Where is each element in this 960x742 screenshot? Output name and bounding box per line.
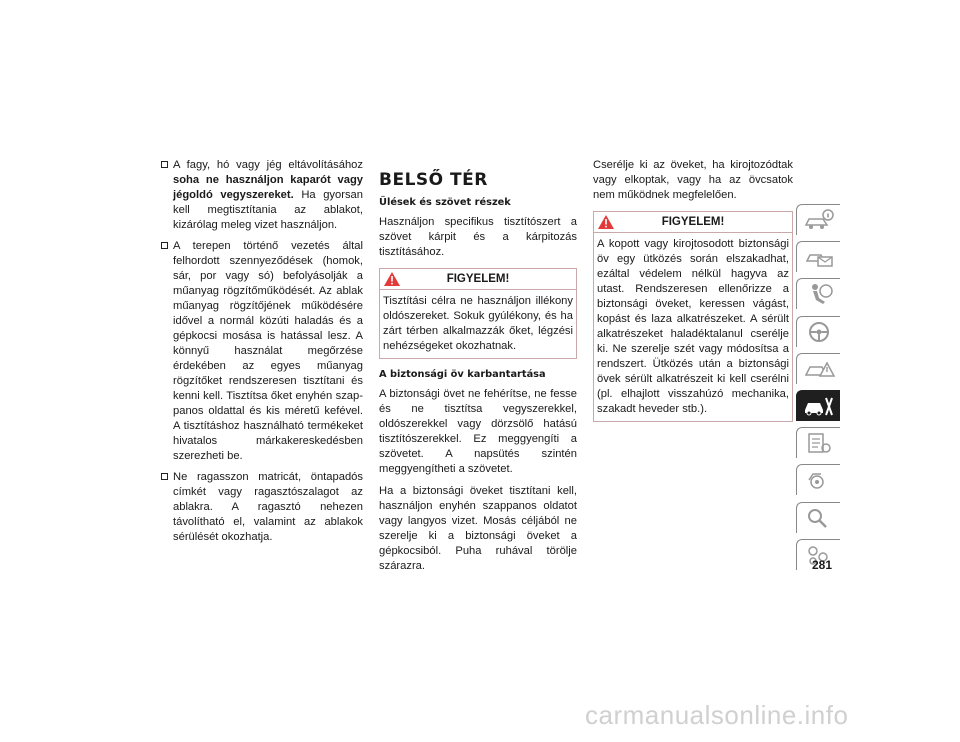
steering-wheel-icon xyxy=(803,320,835,344)
checkbox-bullet-icon xyxy=(161,242,168,249)
subsection-title-seats: Ülések és szövet részek xyxy=(379,197,511,208)
middle-column xyxy=(379,170,577,581)
search-icon xyxy=(803,506,835,530)
bullet-text: A terepen történő vezetés által felhordott szennyeződések (homok, sár, por vagy só) befolyásolják a műanyag rögzítőműködését. Az ablak műanyag rögzítőjének működésére idővel a normál közúti haladás és a gépkocsi mosása is hatással lesz. A könnyű használat megőrzése érdekében az egyes műanyag rögzítőket rendszeresen tisztítani és kenni kell. Tisztítsa őket enyhén szappanos oldattal és kis méretű kefével. A tisztításhoz használható termékeket hivatalos márkakereskedésben szerezheti be. xyxy=(173,240,363,462)
mail-icon xyxy=(803,245,835,269)
tab-nav[interactable] xyxy=(796,464,840,495)
tab-airbag[interactable] xyxy=(796,278,840,309)
paragraph: A biztonsági övet ne fehérítse, ne fesse és ne tisztítsa vegyszerekkel, oldószerekkel vagy dörzsölő hatású tisztítószerekkel. Ez meggyengíti a szövetet. A napsütés szintén meggyengítheti a szövetet. xyxy=(379,388,577,475)
paragraph: Használjon specifikus tisztítószert a szövet kárpit és a kárpitozás tisztításához. xyxy=(379,216,577,258)
section-title: BELSŐ TÉR xyxy=(379,170,488,190)
bullet-bold-text: soha ne használjon kaparót vagy jégoldó vegyszereket. xyxy=(173,174,363,201)
airbag-icon xyxy=(803,282,835,306)
checkbox-bullet-icon xyxy=(161,473,168,480)
warning-triangle-icon xyxy=(384,272,400,286)
tab-checklist[interactable] xyxy=(796,427,840,458)
tab-steering[interactable] xyxy=(796,316,840,347)
chapter-tabs xyxy=(796,204,840,576)
list-item xyxy=(161,158,363,233)
bullet-text: Ne ragasszon matricát, öntapadós címkét vagy ragasztószalagot az ablakra. A ragasztó nehezen távolítható el, valamint az ablakok sérülését okozhatja. xyxy=(173,471,363,543)
paragraph: Ha a biztonsági öveket tisztítani kell, használjon enyhén szappanos oldatot vagy langyos vizet. Mosás céljából ne szerelje ki a biztonsági öveket a gépkocsiból. Puha ruhával törölje szárazra. xyxy=(379,485,577,572)
warning-header xyxy=(380,269,576,290)
car-service-icon xyxy=(803,394,835,418)
warning-box xyxy=(379,268,577,359)
tab-search[interactable] xyxy=(796,502,840,533)
list-item xyxy=(161,470,363,545)
tab-mail[interactable] xyxy=(796,241,840,272)
watermark: carmanualsonline.info xyxy=(585,700,849,730)
nav-icon xyxy=(803,468,835,492)
bullet-text: A fagy, hó vagy jég eltávolításához xyxy=(173,159,363,171)
warning-header xyxy=(594,212,792,233)
warning-triangle-icon xyxy=(598,215,614,229)
subsection-title-seatbelt: A biztonsági öv karbantartása xyxy=(379,369,546,380)
checklist-icon xyxy=(803,431,835,455)
warning-text: Tisztítási célra ne használjon illékony oldószereket. Sokuk gyúlékony, és ha zárt térben alkalmazzák őket, légzési nehézségeket okozhatnak. xyxy=(383,295,573,352)
warning-text: A kopott vagy kirojtosodott biztonsági öv egy ütközés során elszakadhat, ezáltal védelem nélkül hagyva az utast. Rendszeresen ellenőrizze a biztonsági öveket, keressen vágást, kopást és laza alkatrészeket. A sérült alkatrészeket haladéktalanul cserélje ki. Ne szerelje szét vagy módosítsa a rendszert. Ütközés után a biztonsági övek sérült alkatrészeit ki kell cserélni (pl. elhajlott visszahúzó mechanika, szakadt heveder stb.). xyxy=(597,238,789,415)
bullet-text-end: Ha gyorsan kell megtisztítania az ablakot, kizárólag meleg vizet használjon. xyxy=(173,189,363,231)
list-item xyxy=(161,239,363,464)
tab-car-info[interactable] xyxy=(796,204,840,235)
warning-box xyxy=(593,211,793,422)
warning-title: FIGYELEM! xyxy=(446,273,510,285)
page-number: 281 xyxy=(811,558,832,572)
tab-warning-car[interactable] xyxy=(796,353,840,384)
right-column xyxy=(593,158,793,431)
warning-car-icon xyxy=(803,357,835,381)
left-column xyxy=(161,158,363,551)
checkbox-bullet-icon xyxy=(161,161,168,168)
tab-car-service[interactable] xyxy=(796,390,840,421)
warning-title: FIGYELEM! xyxy=(661,216,725,228)
car-info-icon xyxy=(803,208,835,232)
paragraph: Cserélje ki az öveket, ha kirojtozódtak vagy elkoptak, vagy ha az övcsatok nem működnek megfelelően. xyxy=(593,159,793,201)
